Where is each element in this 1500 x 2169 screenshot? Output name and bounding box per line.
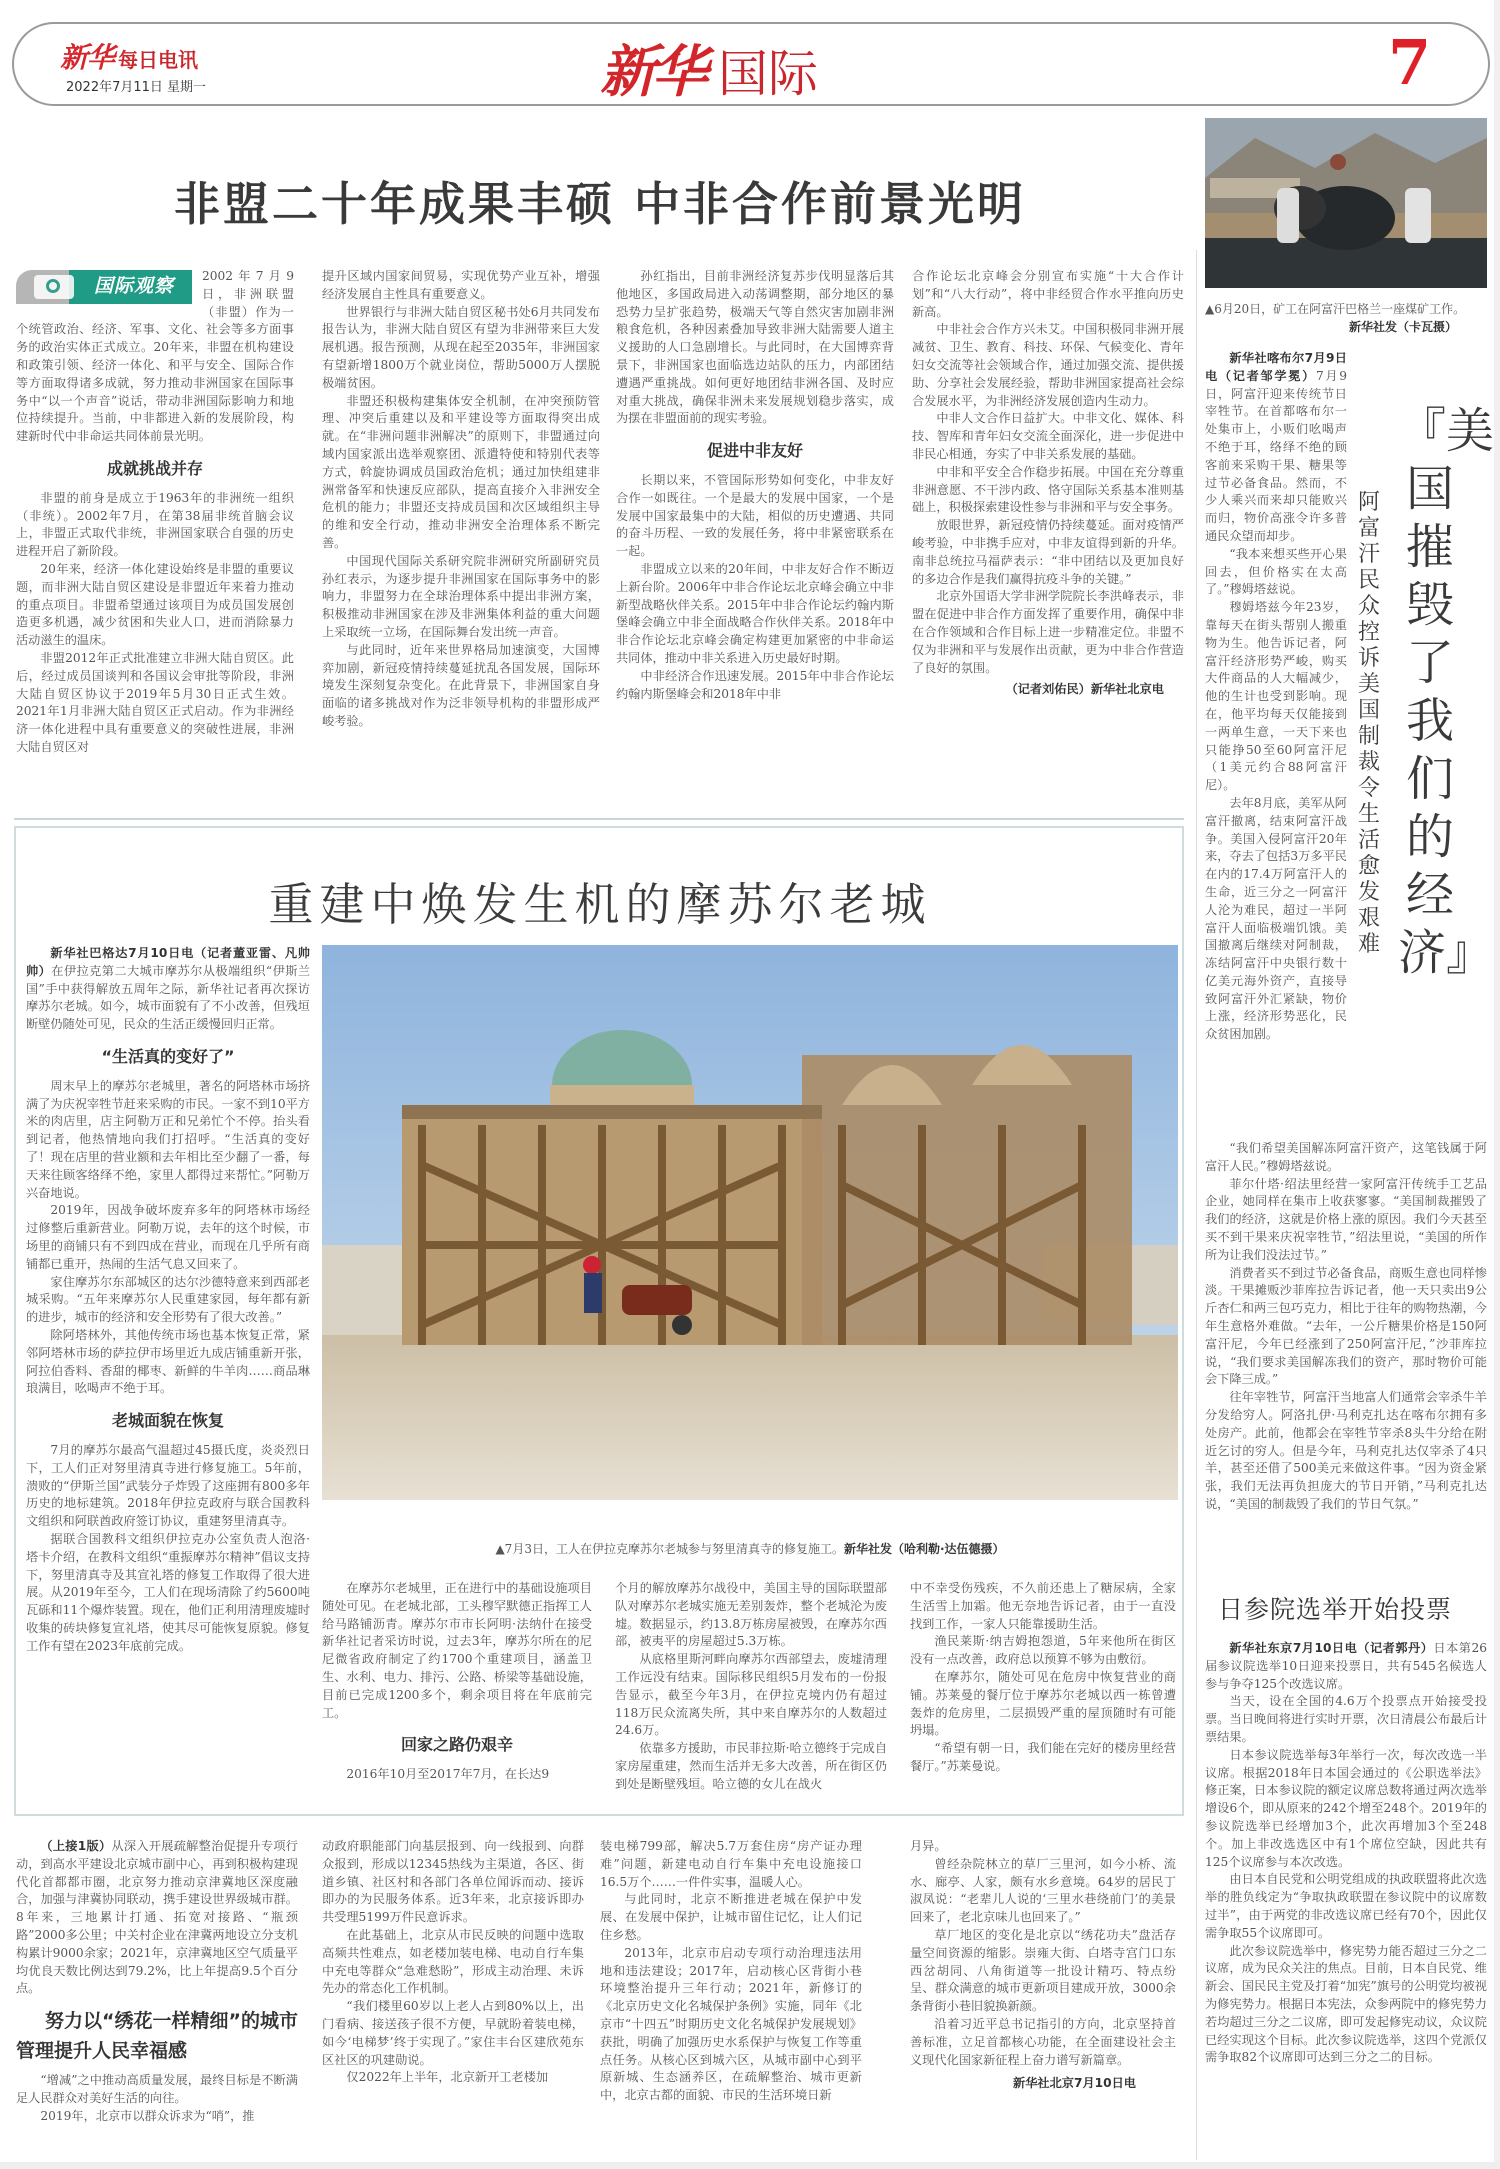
paragraph: 个月的解放摩苏尔战役中，美国主导的国际联盟部队对摩苏尔老城实施无差别轰炸，整个老城沦为废墟。数据显示，约13.8万栋房屋被毁，在摩苏尔西部，被夷平的房屋超过5.3万栋。: [615, 1581, 887, 1649]
paragraph: 中非和平安全合作稳步拓展。中国在充分尊重非洲意愿、不干涉内政、恪守国际关系基本准则基础上，积极探索建设性参与非洲和平与安全事务。: [912, 464, 1184, 515]
article4-body: [1205, 1640, 1487, 2067]
article5-col3: [600, 1838, 862, 2105]
paragraph: 仅2022年上半年，北京新开工老楼加: [346, 2070, 549, 2085]
article2-headline: 重建中焕发生机的摩苏尔老城: [268, 878, 932, 931]
paragraph: 曾经杂院林立的草厂三里河，如今小桥、流水、廊亭、人家，颇有水乡意境。64岁的居民丁淑凤说：“老辈儿人说的‘三里水巷绕前门’的美景回来了，老北京味儿也回来了。”: [910, 1856, 1176, 1925]
paragraph: “我本来想买些开心果回去，但价格实在太高了。”穆姆塔兹说。: [1205, 546, 1347, 597]
paragraph: 穆姆塔兹今年23岁，靠每天在街头帮别人搬重物为生。他告诉记者，阿富汗经济形势严峻，购买大件商品的人大幅减少，他的生计也受到影响。现在，他平均每天仅能接到一两单生意，一天下来也只能挣50至60阿富汗尼（1美元约合88阿富汗尼）。: [1205, 600, 1347, 793]
paragraph: 据联合国教科文组织伊拉克办公室负责人泡洛·塔卡介绍，在教科文组织“重振摩苏尔精神”倡议支持下，努里清真寺及其宣礼塔的修复工作取得了很大进展。从2019年至今，工人们在现场清除了约5600吨瓦砾和11个爆炸装置。现在，他们正利用清理废墟时收集的砖块修复宣礼塔，使其尽可能恢复原貌。修复工作有望在2023年底前完成。: [26, 1531, 310, 1653]
paragraph: 非盟的前身是成立于1963年的非洲统一组织（非统）。2002年7月，在第38届非统首脑会议上，非盟正式取代非统，非洲国家联合自强的历史进程开启了新阶段。: [16, 490, 294, 559]
paragraph: 菲尔什塔·绍法里经营一家阿富汗传统手工艺品企业，她同样在集市上收获寥寥。“美国制裁摧毁了我们的经济，这就是价格上涨的原因。我们今天甚至买不到干果来庆祝宰牲节，”绍法里说，“美国的所作所为让我们没法过节。”: [1205, 1176, 1487, 1262]
page-number: 7: [1388, 26, 1432, 99]
paragraph: “增减”之中推动高质量发展，最终目标是不断满足人民群众对美好生活的向往。: [16, 2073, 298, 2105]
paragraph: 中国现代国际关系研究院非洲研究所副研究员孙红表示，为逐步提升非洲国家在国际事务中的影响力，非盟努力在全球治理体系中提出非洲方案，积极推动非洲国家在涉及非洲集体利益的重大问题上采取统一立场，在国际舞台发出统一声音。: [322, 553, 600, 639]
paragraph: 2016年10月至2017年7月，在长达9: [346, 1767, 550, 1782]
article1-headline: 非盟二十年成果丰硕 中非合作前景光明: [173, 177, 1026, 231]
paragraph: 2019年，因战争破坏废弃多年的阿塔林市场经过修整后重新营业。阿勒万说，去年的这个时候，市场里的商铺只有不到四成在营业，而现在几乎所有商铺都已重开，热闹的生活气息又回来了。: [26, 1203, 310, 1271]
paragraph: [26, 945, 310, 1034]
paragraph: 放眼世界，新冠疫情仍持续蔓延。面对疫情严峻考验，中非携手应对，中非友谊得到新的升华。南非总统拉马福萨表示：“非中团结以及更加良好的多边合作是我们赢得抗疫斗争的关键。”: [912, 518, 1184, 586]
paragraph: 孙红指出，目前非洲经济复苏步伐明显落后其他地区，多国政局进入动荡调整期，部分地区的暴恐势力呈扩张趋势，极端天气等自然灾害加剧非洲粮食危机，各种因素叠加导致非洲大陆需要人道主义援助的人口急剧增长。与此同时，在大国博弈背景下，非洲国家也面临选边站队的压力，内部团结遭遇严重挑战。如何更好地团结非洲各国、及时应对重大挑战，确保非洲未来发展规划稳步落实，成为摆在非盟面前的现实考验。: [616, 269, 894, 426]
paragraph: 除阿塔林外，其他传统市场也基本恢复正常，紧邻阿塔林市场的萨拉伊市场里近九成店铺重新开张，阿拉伯香料、香甜的椰枣、新鲜的牛羊肉……商品琳琅满目，吆喝声不绝于耳。: [26, 1327, 310, 1396]
paragraph: [16, 1838, 298, 1998]
article3-wide-col: [1205, 1140, 1487, 1514]
paragraph: 由日本自民党和公明党组成的执政联盟将此次选举的胜负线定为“争取执政联盟在参议院中的议席数过半”，由于两党的非改选议席已经有70个，因此仅需争取55个议席即可。: [1205, 1872, 1487, 1940]
newspaper-logo: [60, 36, 198, 76]
paragraph-text: 日本第26届参议院选举10日迎来投票日，共有545名候选人参与争夺125个改选议席。: [1205, 1641, 1487, 1691]
paragraph: 从底格里斯河畔向摩苏尔西部望去，废墟清理工作远没有结束。国际移民组织5月发布的一份报告显示，截至今年3月，在伊拉克境内仍有超过118万民众流离失所，其中来自摩苏尔的人数超过24.6万。: [615, 1652, 887, 1738]
divider: [14, 818, 1184, 820]
paragraph: [1205, 1640, 1487, 1693]
column-badge: [16, 270, 192, 304]
article1-col2: [322, 268, 600, 731]
dateline: 新华社巴格达7月10日电（记者董亚雷、凡帅帅）: [26, 946, 310, 978]
paragraph: 消费者买不到过节必备食品，商贩生意也同样惨淡。干果摊贩沙菲库拉告诉记者，他一天只卖出9公斤杏仁和两三包巧克力，相比于往年的购物热潮，今年生意格外难做。“去年，一公斤糖果价格是150阿富汗尼，今年已经涨到了250阿富汗尼，”沙菲库拉说，“我们要求美国解冻我们的资产，那时物价可能会下降三成。”: [1205, 1265, 1487, 1387]
paragraph: 提升区域内国家间贸易，实现优势产业互补，增强经济发展自主性具有重要意义。: [322, 269, 600, 301]
paragraph: 家住摩苏尔东部城区的达尔沙德特意来到西部老城采购。“五年来摩苏尔人民重建家园，每年都有新的进步，城市的经济和安全形势有了很大改善。”: [26, 1274, 310, 1325]
paragraph: 周末早上的摩苏尔老城里，著名的阿塔林市场挤满了为庆祝宰牲节赶来采购的市民。一家不到10平方米的肉店里，店主阿勒万正和兄弟忙个不停。抬头看到记者，他热情地向我们打招呼。“生活真的变好了！现在店里的营业额和去年相比至少翻了一番，每天来往顾客络绎不绝，家里人都得过来帮忙。”阿勒万兴奋地说。: [26, 1078, 310, 1200]
page-edge-bottom: [0, 2162, 1500, 2169]
afghan-coal-mine-photo: [1205, 118, 1487, 288]
paragraph: “我们希望美国解冻阿富汗资产，这笔钱属于阿富汗人民。”穆姆塔兹说。: [1205, 1141, 1487, 1173]
camera-icon: [34, 275, 74, 299]
paragraph: 7月的摩苏尔最高气温超过45摄氏度，炎炎烈日下，工人们正对努里清真寺进行修复施工。5年前，溃败的“伊斯兰国”武装分子炸毁了这座拥有800多年历史的地标建筑。2018年伊拉克政府与联合国教科文组织和阿联酋政府签订协议，重建努里清真寺。: [26, 1442, 310, 1529]
paragraph: 在摩苏尔，随处可见在危房中恢复营业的商铺。苏莱曼的餐厅位于摩苏尔老城以西一栋曾遭轰炸的危房里，二层损毁严重的屋顶随时有可能坍塌。: [910, 1669, 1176, 1738]
badge-label: 国际观察: [94, 275, 175, 298]
section-script: 新华: [600, 39, 704, 105]
paragraph: 与此同时，北京不断推进老城在保护中发展、在发展中保护，让城市留住记忆，让人们记住乡愁。: [600, 1892, 862, 1942]
subheading-line2: 管理提升人民幸福感: [16, 2040, 188, 2063]
paragraph: 中不幸受伤残疾，不久前还患上了糖尿病，全家生活雪上加霜。他无奈地告诉记者，由于一直没找到工作，一家人只能靠援助生活。: [910, 1581, 1176, 1631]
paragraph: 动政府职能部门向基层报到、向一线报到、向群众报到，形成以12345热线为主渠道，各区、街道乡镇、社区村和各部门各单位闻诉而动、接诉即办的为民服务体系。近3年来，北京接诉即办共受理5199万件民意诉求。: [322, 1839, 584, 1925]
article1-col1: [16, 268, 294, 757]
paragraph: 依靠多方援助，市民菲拉斯·哈立德终于完成自家房屋重建，然而生活并无多大改善，所在街区仍到处是断壁残垣。哈立德的女儿在战火: [615, 1741, 888, 1791]
continued-label: （上接1版）: [40, 1839, 112, 1853]
page-edge: [1494, 0, 1500, 2169]
paragraph: 去年8月底，美军从阿富汗撤离，结束阿富汗战争。美国入侵阿富汗20年来，夺去了包括3万多平民在内的17.4万阿富汗人的生命，近三分之一阿富汗人沦为难民，超过一半阿富汗人面临极端饥饿。美国撤离后继续对阿制裁，冻结阿富汗中央银行数十亿美元海外资产，直接导致阿富汗外汇紧缺，物价上涨，经济形势恶化，民众贫困加剧。: [1205, 795, 1347, 1042]
subheading: 促进中非友好: [706, 441, 803, 461]
photo-credit: 新华社发（哈利勒·达伍德摄）: [843, 1542, 1005, 1556]
photo-credit: 新华社发（卡瓦摄）: [1348, 320, 1457, 334]
article2-col1: [26, 945, 310, 1655]
paragraph: 在摩苏尔老城里，正在进行中的基础设施项目随处可见。在老城北部，工头穆罕默德正指挥工人给马路铺沥青。摩苏尔市市长阿明·法纳什在接受新华社记者采访时说，过去3年，摩苏尔所在的尼尼微省政府制定了约1700个重建项目，涵盖卫生、水利、电力、排污、公路、桥梁等基础设施，目前已完成1200多个，剩余项目将在年底前完工。: [322, 1581, 592, 1720]
article2-col3: [615, 1580, 887, 1794]
section-title: [600, 28, 818, 108]
paragraph: 2002年7月9日，非洲联盟（非盟）作为一个统管政治、经济、军事、文化、社会等多方面事务的政治实体正式成立。20年来，非盟在机构建设和政策引领、经济一体化、和平与安全、国际合作等方面取得诸多成就，努力推动非洲国家在国际事务中“以一个声音”说话，带动非洲国际影响力和地位持续提升。当前，中非都进入新的发展阶段，构建新时代中非命运共同体前景光明。: [16, 269, 294, 444]
paragraph: 非盟2012年正式批准建立非洲大陆自贸区。此后，经过成员国谈判和各国议会审批等阶段，非洲大陆自贸区协议于2019年5月30日正式生效。2021年1月非洲大陆自贸区正式启动。作为非洲经济一体化进程中具有重要意义的突破性进展，非洲大陆自贸区对: [16, 650, 294, 754]
article2-col4: [910, 1580, 1176, 1776]
paragraph: 2013年，北京市启动专项行动治理违法用地和违法建设；2017年，启动核心区背街小巷环境整治提升三年行动；2021年，新修订的《北京历史文化名城保护条例》实施，同年《北京市“十四五”时期历史文化名城保护发展规划》获批，明确了加强历史水系保护与恢复工作等重点任务。从核心区到城六区，从城市副中心到平原新城、生态涵养区，在疏解整治、城市更新中，北京古都的面貌、市民的生活环境日新: [600, 1945, 862, 2103]
paragraph: 渔民莱斯·纳吉姆抱怨道，5年来他所在街区没有一点改善，政府总以预算不够为由敷衍。: [910, 1634, 1176, 1667]
paragraph: “我们楼里60岁以上老人占到80%以上，出门看病、接送孩子很不方便，早就盼着装电梯，如今‘电梯梦’终于实现了。”家住丰台区建欣苑东区社区的巩建勋说。: [322, 1999, 584, 2067]
paragraph: 长期以来，不管国际形势如何变化，中非友好合作一如既往。一个是最大的发展中国家，一个是发展中国家最集中的大陆，相似的历史遭遇、共同的奋斗历程、一致的发展任务，将中非紧密联系在一起。: [616, 472, 894, 559]
logo-script: 新华: [60, 41, 115, 74]
article1-col4: [912, 268, 1184, 699]
dateline: 新华社喀布尔7月9日电（记者邹学冕）: [1205, 351, 1347, 383]
column-divider: [1196, 250, 1197, 2160]
paragraph: 非盟还积极构建集体安全机制，在冲突预防管理、冲突后重建以及和平建设等方面取得突出成就。在“非洲问题非洲解决”的原则下，非盟通过向域内国家派出选举观察团、派遣特使和特别代表等方式，斡旋协调成员国政治危机；通过加快组建非洲常备军和快速反应部队，提高直接介入非洲安全危机的能力；非盟还支持成员国和次区域组织主导的维和安全行动，推动非洲安全治理体系不断完善。: [322, 393, 600, 550]
subheading-line1: 努力以“绣花一样精细”的城市: [45, 2010, 298, 2033]
lead-text: 在伊拉克第二大城市摩苏尔从极端组织“伊斯兰国”手中获得解放五周年之际，新华社记者再次探访摩苏尔老城。如今，城市面貌有了不小改善，但残垣断壁仍随处可见，民众的生活正缓慢回归正常。: [26, 963, 311, 1032]
paragraph: [1205, 350, 1347, 546]
paragraph: 北京外国语大学非洲学院院长李洪峰表示，非盟在促进中非合作方面发挥了重要作用，确保中非在合作领域和合作目标上进一步精准定位。非盟不仅为非洲和平与发展作出贡献，更为中非合作营造了良好的氛围。: [912, 589, 1184, 675]
paragraph: 此次参议院选举中，修宪势力能否超过三分之二议席，成为民众关注的焦点。目前，日本自民党、维新会、国民民主党及打着“加宪”旗号的公明党均被视为修宪势力。根据日本宪法，众参两院中的修宪势力若均超过三分之二议席，即可发起修宪动议，众议院已经实现这个目标。此次参议院选举，这四个党派仅需争取82个议席即可达到三分之二的目标。: [1205, 1943, 1487, 2065]
article3-headline-vertical: 『美国摧毁了我们的经济』: [1398, 403, 1495, 981]
afghan-photo-caption: [1205, 300, 1487, 336]
caption-text: ▲6月20日，矿工在阿富汗巴格兰一座煤矿工作。: [1205, 302, 1466, 316]
caption-text: ▲7月3日，工人在伊拉克摩苏尔老城参与努里清真寺的修复施工。: [495, 1542, 844, 1556]
section-name: 国际: [718, 45, 818, 103]
subheading: 回家之路仍艰辛: [400, 1735, 513, 1755]
paragraph: 中非社会合作方兴未艾。中国积极同非洲开展减贫、卫生、教育、科技、环保、气候变化、青年妇女交流等社会领域合作，通过加强交流、提供援助、分享社会发展经验，帮助非洲国家提高社会综合发展水平，为非洲经济发展创造内生动力。: [912, 322, 1184, 408]
paragraph: 中非经济合作迅速发展。2015年中非合作论坛约翰内斯堡峰会和2018年中非: [616, 668, 894, 701]
dateline: 新华社东京7月10日电（记者郭丹）: [1229, 1641, 1434, 1655]
paragraph: 日本参议院选举每3年举行一次，每次改选一半议席。根据2018年日本国会通过的《公职选举法》修正案，日本参议院的额定议席总数将通过两次选举增设6个，即从原来的242个增至248个。2019年的参议院选举已经增加3个，此次再增加3个至248个。加上非改选选区中有1个席位空缺，因此共有125个议席参与本次改选。: [1205, 1747, 1487, 1869]
paragraph: 在此基础上，北京从市民反映的问题中选取高频共性难点，如老楼加装电梯、电动自行车集中充电等群众“急难愁盼”，形成主动治理、未诉先办的常态化工作机制。: [322, 1927, 584, 1996]
byline-credit: （记者刘佑民）新华社北京电: [1005, 682, 1164, 697]
article4-headline: 日参院选举开始投票: [1218, 1595, 1453, 1624]
paragraph: 往年宰牲节，阿富汗当地富人们通常会宰杀牛羊分发给穷人。阿洛扎伊·马利克扎达在喀布尔拥有多处房产。此前，他都会在宰牲节宰杀8头牛分给在附近乞讨的穷人。但是今年，马利克扎达仅宰杀了4只羊，甚至还借了500美元来做这件事。“因为资金紧张，我们无法再负担庞大的节日开销，”马利克扎达说，“美国的制裁毁了我们的节日气氛。”: [1205, 1390, 1487, 1511]
paragraph: 非盟成立以来的20年间，中非友好合作不断迈上新台阶。2006年中非合作论坛北京峰会确立中非新型战略伙伴关系。2015年中非合作论坛约翰内斯堡峰会确立中非全面战略合作伙伴关系。2018年中非合作论坛北京峰会确定构建更加紧密的中非命运共同体，推动中非关系进入历史最好时期。: [616, 561, 894, 665]
issue-date: 2022年7月11日 星期一: [66, 80, 207, 95]
subheading: “生活真的变好了”: [101, 1046, 235, 1066]
paragraph-text: 从深入开展疏解整治促提升专项行动，到高水平建设北京城市副中心，再到积极构建现代化首都都市圈，北京努力推动京津冀地区深度融合，加强与津冀协同联动，携手建设世界级城市群。8年来，三地累计打通、拓宽对接路、“瓶颈路”2000多公里；中关村企业在津冀两地设立分支机构累计9000余家；2021年，京津冀地区空气质量平均优良天数比例达到79.2%，比上年提高9.5个百分点。: [16, 1839, 298, 1996]
article1-col3: [616, 268, 894, 703]
paragraph: 当天，设在全国的4.6万个投票点开始接受投票。当日晚间将进行实时开票，次日清晨公布最后计票结果。: [1205, 1694, 1487, 1744]
logo-sub: 每日电讯: [118, 48, 199, 72]
article3-narrow-col: [1205, 350, 1347, 1044]
paragraph: 沿着习近平总书记指引的方向，北京坚持首善标准，立足首都核心功能，在全面建设社会主义现代化国家新征程上奋力谱写新篇章。: [910, 2016, 1176, 2067]
paragraph: 装电梯799部，解决5.7万套住房“房产证办理难”问题，新建电动自行车集中充电设施接口16.5万个……一件件实事，温暖人心。: [600, 1839, 862, 1889]
paragraph: 合作论坛北京峰会分别宣布实施“十大合作计划”和“八大行动”，将中非经贸合作水平推向历史新高。: [912, 269, 1184, 319]
paragraph: 月异。: [910, 1839, 947, 1853]
article5-col1: [16, 1838, 298, 2126]
paragraph: 与此同时，近年来世界格局加速演变，大国博弈加剧，新冠疫情持续蔓延扰乱各国发展，国际环境发生深刻复杂变化。在此背景下，非洲国家自身面临的诸多挑战对作为泛非领导机构的非盟形成严峻考验。: [322, 642, 600, 728]
paragraph: 20年来，经济一体化建设始终是非盟的重要议题，而非洲大陆自贸区建设是非盟近年来着力推动的重点项目。非盟希望通过该项目为成员国发展创造更多机遇，减少贫困和失业人口，进而消除暴力活动滋生的温床。: [16, 561, 294, 648]
subheading: 成就挑战并存: [106, 458, 203, 478]
paragraph: 草厂地区的变化是北京以“绣花功夫”盘活存量空间资源的缩影。崇雍大街、白塔寺宫门口东西岔胡同、八角街道等一批设计精巧、特点纷呈、群众满意的城市更新项目建成开放，3000余条背街小巷旧貌换新颜。: [910, 1927, 1176, 2014]
article2-col2: [322, 1580, 592, 1784]
paragraph: “希望有朝一日，我们能在完好的楼房里经营餐厅。”苏莱曼说。: [910, 1741, 1176, 1773]
paragraph: 世界银行与非洲大陆自贸区秘书处6月共同发布报告认为，非洲大陆自贸区有望为非洲带来巨大发展机遇。报告预测，从现在起至2035年，非洲国家有望新增1800万个就业岗位，帮助5000万人摆脱极端贫困。: [322, 304, 600, 390]
byline-credit: 新华社北京7月10日电: [1013, 2076, 1136, 2091]
paragraph: 中非人文合作日益扩大。中非文化、媒体、科技、智库和青年妇女交流全面深化，进一步促进中非民心相通，夯实了中非关系发展的基础。: [912, 411, 1184, 461]
subheading: 老城面貌在恢复: [111, 1411, 224, 1431]
mosul-photo-caption: [322, 1540, 1178, 1557]
mosul-mosque-photo: [322, 945, 1178, 1500]
article3-subheadline-vertical: 阿富汗民众控诉美国制裁令生活愈发艰难: [1357, 490, 1380, 957]
article5-col2: [322, 1838, 584, 2087]
paragraph: 2019年，北京市以群众诉求为“哨”，推: [40, 2108, 255, 2123]
article5-col4: [910, 1838, 1176, 2093]
paragraph-text: 7月9日，阿富汗迎来传统节日宰牲节。在首都喀布尔一处集市上，小贩们吆喝声不绝于耳，络绎不绝的顾客前来采购干果、糖果等过节必备食品。然而，不少人乘兴而来却只能败兴而归，物价高涨令许多普通民众望而却步。: [1205, 368, 1347, 543]
